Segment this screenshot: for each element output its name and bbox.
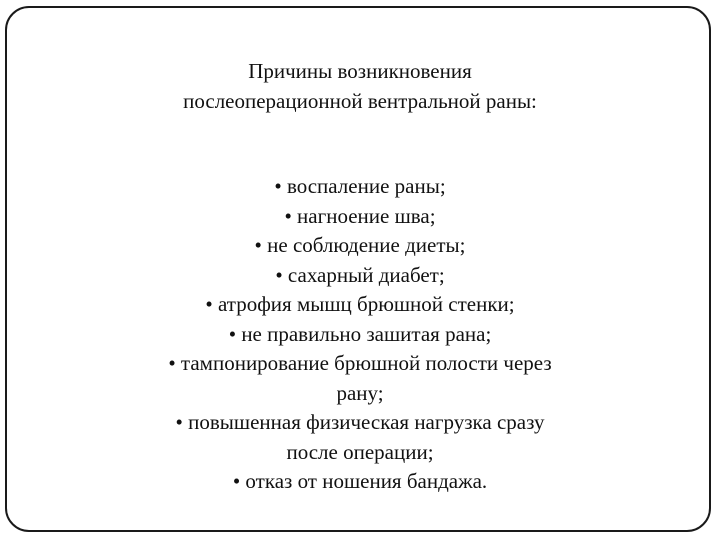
bullet: •	[275, 262, 283, 287]
list-item	[0, 467, 720, 497]
item-text: не правильно зашитая рана;	[241, 321, 492, 346]
item-text: нагноение шва;	[297, 203, 436, 228]
item-text-continuation: рану;	[336, 380, 384, 405]
item-text: отказ от ношения бандажа.	[245, 469, 488, 493]
bullet: •	[168, 351, 176, 375]
bullet: •	[254, 233, 262, 257]
item-text: повышенная физическая нагрузка сразу	[188, 410, 545, 434]
bullet: •	[175, 410, 183, 434]
bullet: •	[228, 321, 237, 346]
list-item	[0, 172, 720, 202]
title-line-1: Причины возникновения	[248, 59, 472, 83]
title-line-2: послеоперационной вентральной раны:	[183, 89, 537, 113]
causes-list	[0, 172, 720, 497]
item-text: воспаление раны;	[286, 174, 446, 198]
bullet: •	[284, 203, 292, 228]
item-text: тампонирование брюшной полости через	[180, 351, 552, 375]
bullet: •	[232, 469, 241, 493]
list-item	[0, 320, 720, 350]
list-item	[0, 231, 720, 261]
list-item	[0, 349, 720, 408]
bullet: •	[205, 292, 213, 316]
item-text: сахарный диабет;	[287, 262, 445, 287]
item-text-continuation: после операции;	[286, 439, 434, 464]
slide-title	[0, 56, 720, 116]
list-item	[0, 290, 720, 320]
list-item	[0, 408, 720, 467]
item-text: не соблюдение диеты;	[267, 233, 466, 257]
item-text: атрофия мышц брюшной стенки;	[217, 292, 515, 316]
list-item	[0, 202, 720, 232]
list-item	[0, 261, 720, 291]
bullet: •	[274, 174, 282, 198]
